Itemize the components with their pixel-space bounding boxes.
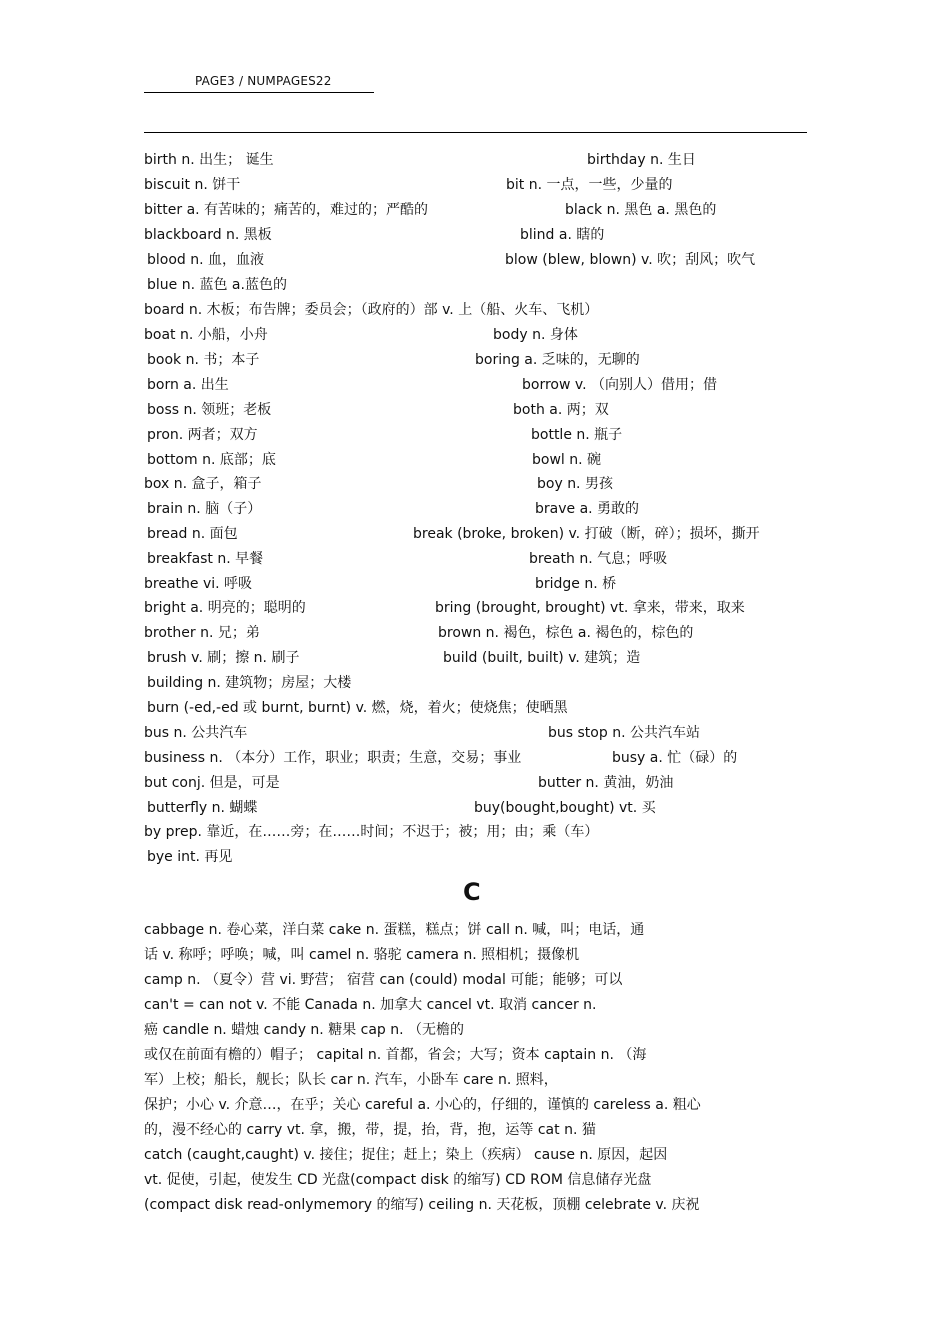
vocab-entry: body n. 身体 [493,327,578,343]
vocab-entry: bottom n. 底部；底 [147,452,276,468]
vocab-entry: brother n. 兄；弟 [144,625,260,641]
paragraph-line: can't = can not v. 不能 Canada n. 加拿大 cancel vt. 取消 cancer n. [144,997,597,1013]
vocab-entry: bus stop n. 公共汽车站 [548,725,700,741]
vocab-entry: bread n. 面包 [147,526,238,542]
vocab-entry: butter n. 黄油，奶油 [538,775,674,791]
vocab-entry: birthday n. 生日 [587,152,696,168]
vocab-entry: business n. （本分）工作，职业；职责；生意，交易；事业 [144,750,522,766]
vocab-entry: blackboard n. 黑板 [144,227,272,243]
vocab-entry: box n. 盒子，箱子 [144,476,262,492]
vocab-entry: bit n. 一点，一些，少量的 [506,177,673,193]
vocab-entry: blow (blew, blown) v. 吹；刮风；吹气 [505,252,756,268]
paragraph-line: 癌 candle n. 蜡烛 candy n. 糖果 cap n. （无檐的 [144,1022,465,1038]
vocab-entry: bridge n. 桥 [535,576,617,592]
vocab-entry: bring (brought, brought) vt. 拿来，带来，取来 [435,600,745,616]
vocab-entry: both a. 两；双 [513,402,609,418]
vocab-entry: brush v. 刷；擦 n. 刷子 [147,650,300,666]
vocab-entry: brave a. 勇敢的 [535,501,640,517]
c-word-paragraph [144,918,807,1218]
paragraph-line: (compact disk read-onlymemory 的缩写) ceiling n. 天花板，顶棚 celebrate v. 庆祝 [144,1197,700,1213]
vocab-entry: build (built, built) v. 建筑；造 [443,650,641,666]
paragraph-line: 或仅在前面有檐的）帽子； capital n. 首都，省会；大写；资本 captain n. （海 [144,1047,647,1063]
vocab-entry: building n. 建筑物；房屋；大楼 [147,675,352,691]
vocab-entry: brown n. 褐色，棕色 a. 褐色的，棕色的 [438,625,694,641]
vocab-entry: breakfast n. 早餐 [147,551,264,567]
vocab-entry: bottle n. 瓶子 [531,427,623,443]
paragraph-line: 军）上校；船长，舰长；队长 car n. 汽车，小卧车 care n. 照料， [144,1072,558,1088]
vocab-entry: bus n. 公共汽车 [144,725,248,741]
vocab-entry: birth n. 出生； 诞生 [144,152,274,168]
vocab-entry: bye int. 再见 [147,849,233,865]
vocab-entry: buy(bought,bought) vt. 买 [474,800,656,816]
header-underline [144,92,374,93]
vocab-entry: bowl n. 碗 [532,452,602,468]
vocab-entry: boring a. 乏味的，无聊的 [475,352,640,368]
paragraph-line: vt. 促使，引起，使发生 CD 光盘(compact disk 的缩写) CD ROM 信息储存光盘 [144,1172,652,1188]
section-heading-c: C [463,878,481,906]
vocab-entry: boat n. 小船，小舟 [144,327,268,343]
vocab-entry: butterfly n. 蝴蝶 [147,800,258,816]
paragraph-line: 的，漫不经心的 carry vt. 拿，搬，带，提，抬，背，抱，运等 cat n. 猫 [144,1122,596,1138]
vocab-entry: busy a. 忙（碌）的 [612,750,738,766]
paragraph-line: 话 v. 称呼；呼唤；喊，叫 camel n. 骆驼 camera n. 照相机；摄像机 [144,947,580,963]
vocab-entry: board n. 木板；布告牌；委员会；（政府的）部 v. 上（船、火车、飞机） [144,302,599,318]
paragraph-line: 保护；小心 v. 介意…，在乎；关心 careful a. 小心的，仔细的，谨慎的 careless a. 粗心 [144,1097,701,1113]
vocab-entry: bitter a. 有苦味的；痛苦的，难过的；严酷的 [144,202,429,218]
vocab-entry: breath n. 气息；呼吸 [529,551,668,567]
vocab-entry: burn (-ed,-ed 或 burnt, burnt) v. 燃，烧，着火；使烧焦；使晒黑 [147,700,568,716]
vocab-entry: born a. 出生 [147,377,229,393]
vocab-entry: boss n. 领班；老板 [147,402,272,418]
vocab-entry: blood n. 血，血液 [147,252,265,268]
header-divider [144,132,807,133]
vocab-entry: brain n. 脑（子） [147,501,262,517]
vocab-entry: black n. 黑色 a. 黑色的 [565,202,717,218]
vocab-entry: break (broke, broken) v. 打破（断，碎）；损坏，撕开 [413,526,760,542]
vocab-entry: book n. 书；本子 [147,352,260,368]
vocab-entry: but conj. 但是，可是 [144,775,280,791]
vocab-entry: borrow v. （向别人）借用；借 [522,377,717,393]
vocab-entry: breathe vi. 呼吸 [144,576,253,592]
vocab-entry: blind a. 瞎的 [520,227,605,243]
vocab-entry: pron. 两者；双方 [147,427,258,443]
vocab-entry: by prep. 靠近，在……旁；在……时间；不迟于；被；用；由；乘（车） [144,824,599,840]
paragraph-line: cabbage n. 卷心菜，洋白菜 cake n. 蛋糕，糕点；饼 call n. 喊，叫；电话，通 [144,922,645,938]
vocab-entry: blue n. 蓝色 a.蓝色的 [147,277,287,293]
vocab-entry: boy n. 男孩 [537,476,613,492]
page-number-field: PAGE3 / NUMPAGES22 [195,74,332,88]
vocab-entry: bright a. 明亮的；聪明的 [144,600,306,616]
vocab-entry: biscuit n. 饼干 [144,177,241,193]
paragraph-line: catch (caught,caught) v. 接住；捉住；赶上；染上（疾病） cause n. 原因，起因 [144,1147,668,1163]
paragraph-line: camp n. （夏令）营 vi. 野营； 宿营 can (could) modal 可能；能够；可以 [144,972,623,988]
